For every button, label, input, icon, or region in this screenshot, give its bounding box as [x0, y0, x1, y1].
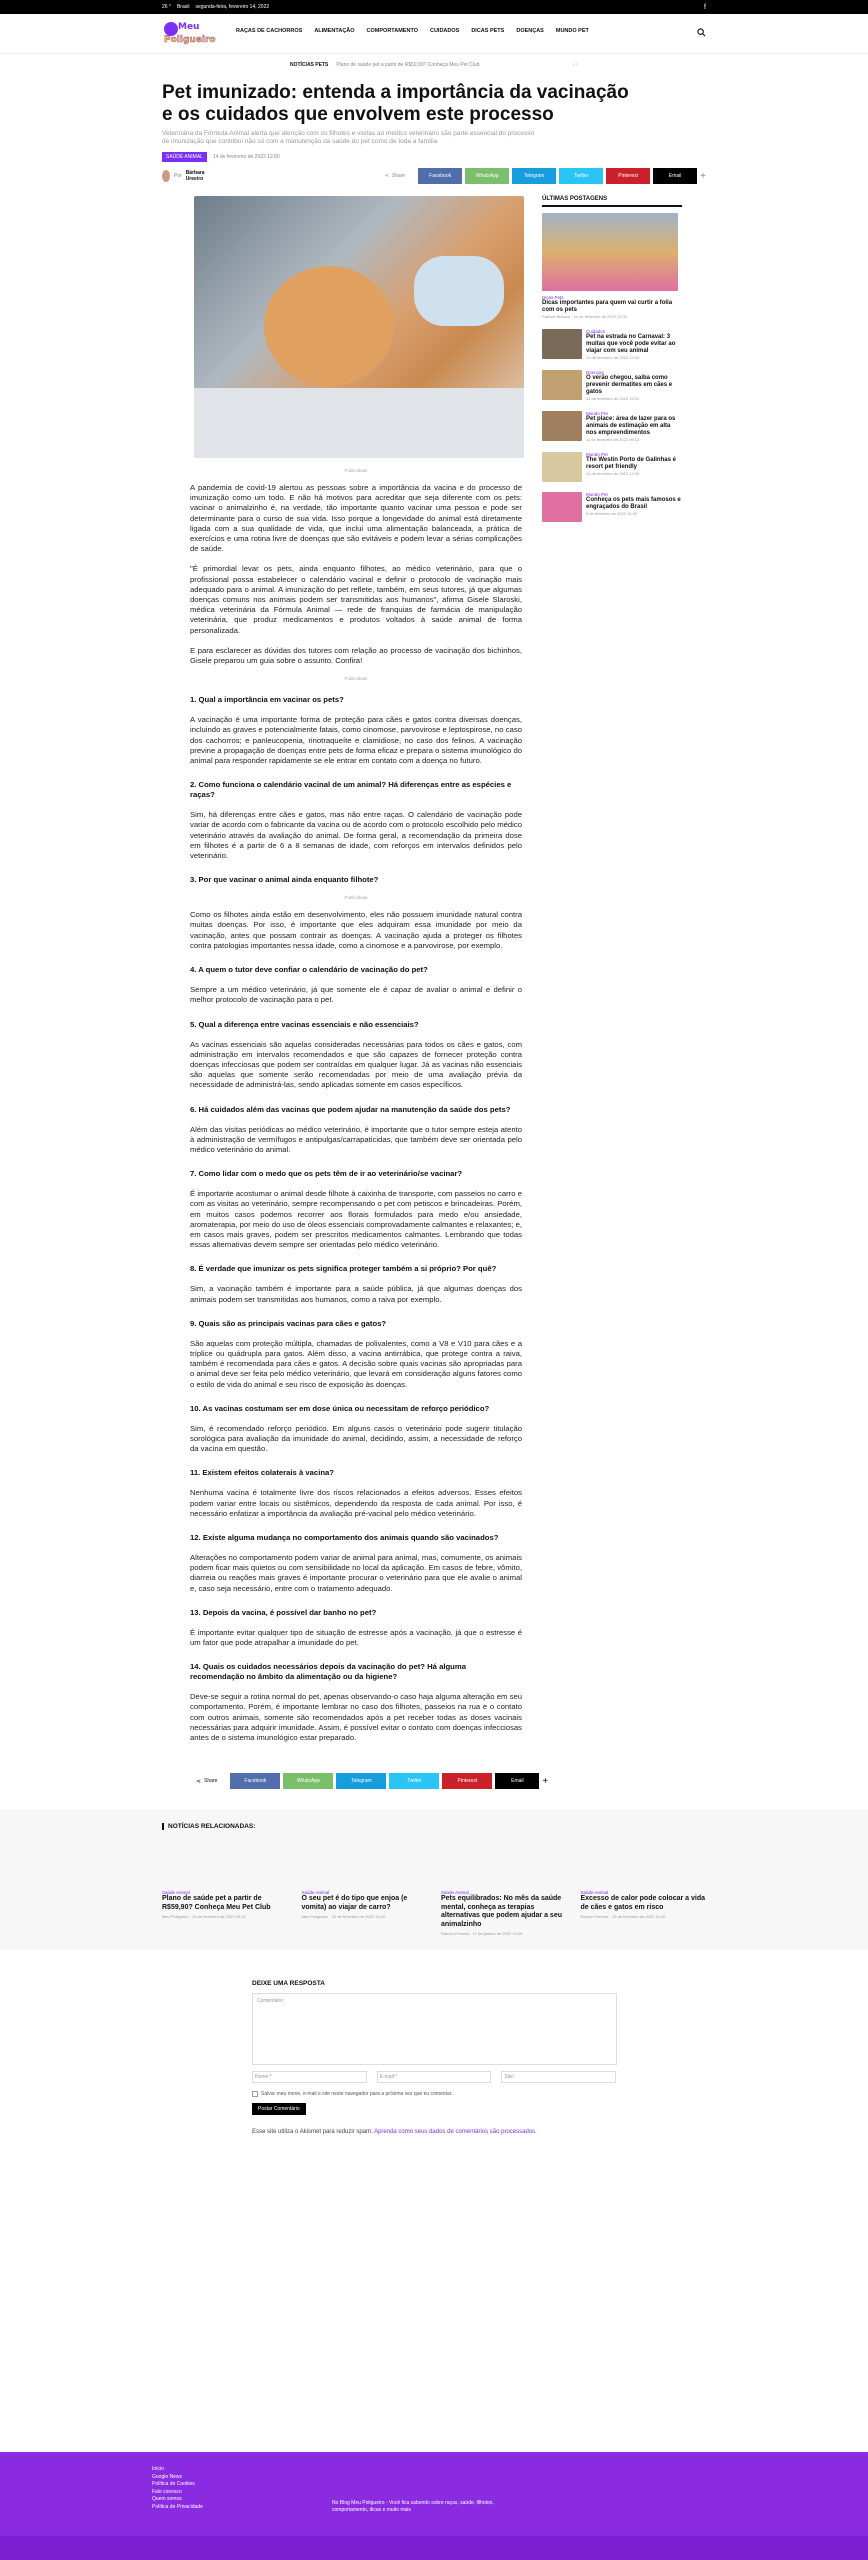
article-title: Pet imunizado: entenda a importância da vacinação e os cuidados que envolvem este processo	[162, 82, 629, 125]
akismet-text: Esse site utiliza o Akismet para reduzir spam.	[252, 2129, 373, 2136]
question-heading: 13. Depois da vacina, é possível dar banho no pet?	[190, 1607, 377, 1617]
whatsapp-share-button[interactable]: WhatsApp	[465, 168, 509, 184]
article-date: 14 de fevereiro de 2022 12:00	[212, 154, 280, 160]
pinterest-share-button[interactable]: Pinterest	[442, 1773, 492, 1789]
ticker-arrows-icon[interactable]: ‹ ›	[572, 62, 578, 68]
question-heading: 9. Quais são as principais vacinas para cães e gatos?	[190, 1318, 387, 1328]
ad-label: Publicidade	[344, 468, 368, 473]
footer-links	[152, 2466, 332, 2522]
ticker-text[interactable]: Plano de saúde pet a partir de R$59,90? Conheça Meu Pet Club	[336, 62, 480, 68]
sidebar-post[interactable]	[542, 492, 682, 522]
akismet-note	[252, 2129, 616, 2135]
akismet-link[interactable]: Aprenda como seus dados de comentários são processados.	[374, 2129, 537, 2136]
answer-paragraph: Alterações no comportamento podem variar de animal para animal, mas, comumente, os animais podem ficar mais quietos ou com sensibilidade no local da aplicação. Em casos de febre, vômito, diarreia ou reações mais graves é importante procurar o veterinário para que ele avalie o animal e, caso seja necessário, entre com o tratamento adequado.	[190, 1552, 522, 1593]
answer-paragraph: Sim, é recomendado reforço periódico. Em alguns casos o veterinário pode sugerir titulação sorológica para avaliação da imunidade do animal, decidindo, assim, a necessidade de reforço da vacina em questão.	[190, 1423, 522, 1454]
question-heading: 2. Como funciona o calendário vacinal de um animal? Há diferenças entre as espécies e raças?	[190, 780, 512, 800]
hero-table	[194, 388, 524, 458]
save-info-checkbox[interactable]	[252, 2091, 258, 2097]
facebook-share-button[interactable]: Facebook	[230, 1773, 280, 1789]
related-meta: Ramon Ferreira · 17 de janeiro de 2022 10:00	[441, 1931, 523, 1937]
post-comment-button[interactable]: Postar Comentário	[252, 2103, 306, 2115]
sidebar-post[interactable]	[542, 411, 682, 442]
sidebar-post-title[interactable]: The Westin Porto de Galinhas é resort pet friendly	[586, 457, 676, 470]
related-cat[interactable]: Saúde Animal	[162, 1890, 190, 1896]
logo-text-bottom: Poligueiro	[164, 34, 216, 45]
whatsapp-share-button[interactable]: WhatsApp	[283, 1773, 333, 1789]
sidebar-post-thumb[interactable]	[542, 492, 582, 522]
more-share-icon[interactable]: +	[700, 170, 706, 182]
top-bar	[0, 0, 868, 14]
sidebar-post-thumb[interactable]	[542, 329, 582, 359]
sidebar-post-text	[586, 370, 682, 401]
comment-heading: DEIXE UMA RESPOSTA	[252, 1980, 325, 1988]
main-area	[0, 196, 868, 1753]
footer-description: No Blog Meu Poligueiro - Você fica sabendo sobre raças, saúde, filhotes, comportamento, dicas e muito mais	[332, 2500, 494, 2513]
sidebar-post-title[interactable]: O verão chegou, saiba como prevenir dermatites em cães e gatos	[586, 375, 673, 395]
sidebar-post[interactable]	[542, 452, 682, 482]
site-logo[interactable]	[162, 19, 222, 49]
save-info-row	[252, 2091, 616, 2097]
sidebar-post-cat[interactable]: Cuidados	[586, 329, 606, 334]
sidebar	[542, 196, 682, 1753]
sidebar-post-thumb[interactable]	[542, 370, 582, 400]
question-heading: 14. Quais os cuidados necessários depois da vacinação do pet? Há alguma recomendação no âmbito da alimentação ou da higiene?	[190, 1662, 466, 1682]
question-heading: 6. Há cuidados além das vacinas que podem ajudar na manutenção da saúde dos pets?	[190, 1104, 511, 1114]
sidebar-post-text	[586, 329, 682, 360]
question-heading: 10. As vacinas costumam ser em dose única ou necessitam de reforço periódico?	[190, 1403, 490, 1413]
answer-paragraph: É importante evitar qualquer tipo de situação de estresse após a vacinação, já que o estresse é um fator que pode atrapalhar a imunidade do pet.	[190, 1627, 522, 1647]
related-card[interactable]	[581, 1890, 707, 1936]
comment-textarea[interactable]: Comentário:	[252, 1993, 617, 2065]
sidebar-post-title[interactable]: Conheça os pets mais famosos e engraçados do Brasil	[586, 497, 681, 510]
telegram-share-button[interactable]: Telegram	[336, 1773, 386, 1789]
nav-item[interactable]: ALIMENTAÇÃO	[314, 28, 355, 34]
search-icon[interactable]	[697, 28, 706, 39]
footer-link[interactable]: Início	[152, 2466, 164, 2472]
weather-temp: 26 °	[162, 4, 171, 10]
hero-image	[194, 196, 524, 458]
main-nav	[236, 28, 706, 39]
related-title[interactable]: Plano de saúde pet a partir de R$59,90? Conheça Meu Pet Club	[162, 1895, 271, 1911]
article-header	[0, 82, 868, 184]
footer-link[interactable]: Fale conosco	[152, 2488, 182, 2495]
article-subtitle: Veterinária da Fórmula Animal alerta que atenção com os filhotes e visitas ao médico veterinário são parte essencial do processo de imunização que contribui não só com a manutenção da saúde do pet como de toda a família	[162, 130, 535, 145]
share-buttons-top	[385, 168, 706, 184]
email-share-button[interactable]: Email	[495, 1773, 539, 1789]
sidebar-post-text	[586, 452, 682, 482]
share-icon: ⋖	[196, 1778, 202, 1785]
question-heading: 7. Como lidar com o medo que os pets têm de ir ao veterinário/se vacinar?	[190, 1169, 463, 1179]
related-grid	[162, 1890, 706, 1936]
author-name[interactable]: Bárbara Ureeiro	[185, 170, 205, 182]
answer-paragraph: Sempre a um médico veterinário, já que somente ele é capaz de avaliar o animal e definir o melhor protocolo de vacinação para o pet.	[190, 985, 522, 1005]
hero-hand	[414, 256, 504, 326]
answer-paragraph: A vacinação é uma importante forma de proteção para cães e gatos contra diversas doenças, incluindo as graves e potencialmente fatais, como cinomose, parvovirose e leptospirose, no caso dos cachorros; e panleucopenia, rinotraqueíte e clamidiose, no caso dos felinos. A vacinação previne a propagação de doenças entre pets de forma eficaz e prepara o sistema imunológico do animal para responder rapidamente se ele entrar em contato com a doença no futuro.	[190, 715, 522, 766]
question-heading: 4. A quem o tutor deve confiar o calendário de vacinação do pet?	[190, 965, 428, 975]
sidebar-heading: ÚLTIMAS POSTAGENS	[542, 196, 682, 207]
share-label: Share	[391, 173, 406, 179]
nav-item[interactable]: RAÇAS DE CACHORROS	[236, 28, 303, 34]
ticker-label: NOTÍCIAS PETS	[290, 62, 329, 68]
email-share-button[interactable]: Email	[653, 168, 697, 184]
ad-label: Publicidade	[344, 895, 368, 901]
question-heading: 12. Existe alguma mudança no comportamento dos animais quando são vacinados?	[190, 1532, 499, 1542]
more-share-icon[interactable]: +	[542, 1775, 549, 1787]
article-body	[162, 196, 532, 1753]
sidebar-post-text	[586, 492, 682, 522]
answer-paragraph: As vacinas essenciais são aquelas consideradas necessárias para todos os cães e gatos, com administração em intervalos recomendados e que são capazes de fornecer proteção contra doenças infecciosas que podem ser contraídas em qualquer lugar. Já as vacinas não essenciais são aquelas que somente serão recomendadas por meio de uma avaliação prévia da necessidade de administrá-las, sendo aplicadas somente em casos específicos.	[190, 1039, 522, 1090]
name-field[interactable]: Nome:*	[252, 2071, 367, 2083]
nav-item[interactable]: MUNDO PET	[555, 28, 589, 34]
sidebar-post-meta: 10 de fevereiro de 2022 12:00	[586, 471, 640, 476]
sidebar-post-cat[interactable]: Mundo Pet	[586, 452, 608, 457]
sidebar-post-meta: 13 de fevereiro de 2022 12:00	[586, 355, 640, 360]
question-heading: 11. Existem efeitos colaterais à vacina?	[190, 1468, 335, 1478]
related-card[interactable]	[441, 1890, 567, 1936]
footer-link[interactable]: Política de Cookies	[152, 2481, 195, 2487]
footer-link[interactable]: Quem somos	[152, 2496, 182, 2502]
related-meta: Ramon Ferreira · 15 de fevereiro de 2022 11:00	[580, 1914, 666, 1920]
sidebar-post-cat[interactable]: Mundo Pet	[586, 411, 608, 416]
related-card[interactable]	[302, 1890, 428, 1936]
related-heading: NOTÍCIAS RELACIONADAS:	[162, 1823, 706, 1830]
related-title[interactable]: Pets equilibrados: No mês da saúde mental, conheça as terapias alternativas que podem ajudar a seu animalzinho	[441, 1895, 562, 1928]
save-info-label: Salvar meu nome, e-mail e site neste navegador para a próxima vez que eu comentar.	[261, 2091, 453, 2098]
twitter-share-button[interactable]: Twitter	[389, 1773, 439, 1789]
footer-link[interactable]: Google News	[152, 2473, 183, 2480]
site-field[interactable]: Site:	[501, 2071, 616, 2083]
facebook-icon[interactable]: f	[704, 3, 706, 11]
answer-paragraph: Nenhuma vacina é totalmente livre dos riscos relacionados a efeitos adversos. Esses efeitos podem variar entre locais ou sistêmicos, dependendo da resposta de cada animal. Por isso, é necessário enfatizar a importância da avaliação pré-vacinal pelo médico veterinário.	[190, 1488, 522, 1518]
answer-paragraph: Deve-se seguir a rotina normal do pet, apenas observando-o caso haja alguma alteração em seu comportamento. Porém, é importante lembrar no caso dos filhotes, passeios na rua e o contato com outros animais, somente são recomendados após a pet receber todas as doses vacinais necessárias para adquirir imunidade. Assim, é possível evitar o contato com doenças infecciosas antes de o sistema imunológico estar preparado.	[190, 1692, 522, 1743]
paw-icon	[164, 22, 178, 36]
related-cat[interactable]: Saúde Animal	[580, 1890, 609, 1896]
answer-paragraph: Sim, há diferenças entre cães e gatos, mas não entre raças. O calendário de vacinação pode variar de acordo com o fabricante da vacina ou de acordo com o protocolo escolhido pelo médico veterinário através da avaliação do animal. De forma geral, a recomendação da primeira dose em filhotes é a partir de 6 a 8 semanas de idade, com reforços em intervalos definidos pelo veterinário.	[190, 810, 522, 861]
sidebar-post-meta: 11 de fevereiro de 2022 09:12	[586, 437, 640, 442]
sidebar-post-meta: 9 de fevereiro de 2022 15:00	[586, 511, 638, 516]
logo-text-top: Meu	[178, 21, 200, 32]
related-card[interactable]	[162, 1890, 288, 1936]
share-label: Share	[204, 1778, 218, 1785]
ad-label: Publicidade	[344, 676, 368, 682]
share-icon: ⋖	[384, 173, 389, 179]
share-buttons-bottom	[196, 1773, 616, 1789]
answer-paragraph: Além das visitas periódicas ao médico veterinário, é importante que o tutor sempre esteja atento à administração de vermífugos e antipulgas/carrapaticidas, que também deve ser orientada pelo médico veterinário do animal.	[190, 1124, 522, 1154]
featured-post-image[interactable]	[542, 213, 678, 291]
related-cat[interactable]: Saúde Animal	[441, 1890, 469, 1896]
question-heading: 5. Qual a diferença entre vacinas essenciais e não essenciais?	[190, 1019, 419, 1029]
related-meta: Meu Poligueiro · 23 de fevereiro de 2022 09:10	[162, 1914, 246, 1920]
paragraph: A pandemia de covid-19 alertou as pessoas sobre a importância da vacina e do processo de imunização como um todo. E não há motivos para acreditar que seja diferente com os pets: vacinar o animalzinho é, na verdade, tão importante quanto vacinar uma pessoa e pode ser determinante para o curso de sua vida. Isso porque a longevidade do animal está diretamente ligada com a sua qualidade de vida, que inclui uma alimentação balanceada, a prática de exercícios e uma rotina livre de doenças que são evitáveis e podem levar a sérias complicações de saúde.	[190, 483, 522, 554]
nav-item[interactable]: CUIDADOS	[429, 28, 460, 34]
sidebar-post[interactable]	[542, 370, 682, 401]
category-line	[162, 152, 706, 162]
facebook-share-button[interactable]: Facebook	[418, 168, 462, 184]
category-badge[interactable]: SAÚDE ANIMAL	[162, 152, 207, 162]
related-title[interactable]: Excesso de calor pode colocar a vida de cães e gatos em risco	[580, 1895, 705, 1911]
related-cat[interactable]: Saúde Animal	[301, 1890, 330, 1896]
sidebar-post[interactable]	[542, 329, 682, 360]
related-title[interactable]: O seu pet é do tipo que enjoa (e vomita) ao viajar de carro?	[301, 1895, 408, 1911]
paragraph: "É primordial levar os pets, ainda enquanto filhotes, ao médico veterinário, para que o profissional possa estabelecer o calendário vacinal e definir o protocolo de vacinação mais adequado para o animal. A imunização do pet reflete, também, em seus tutores, já que algumas doenças comuns nos animais podem ser transmitidas aos humanos", afirma Gisele Slaroski, médica veterinária da Fórmula Animal — rede de franquias de farmácia de manipulação veterinária, que produz medicamentos e produtos voltados à saúde animal de forma personalizada.	[190, 564, 522, 635]
sidebar-post-cat[interactable]: Doenças	[586, 370, 604, 375]
telegram-share-button[interactable]: Telegram	[512, 168, 556, 184]
nav-item[interactable]: DICAS PETS	[471, 28, 505, 34]
weather-city: Brasil	[176, 4, 190, 10]
top-date: segunda-feira, fevereiro 14, 2022	[195, 4, 270, 10]
site-header	[0, 14, 868, 54]
featured-post-meta: Fabíola Bricano · 14 de fevereiro de 2022 12:00	[542, 314, 627, 319]
answer-paragraph: Como os filhotes ainda estão em desenvolvimento, eles não possuem imunidade natural contra muitas doenças. Por isso, é importante que eles adquiram essa imunidade por meio da vacinação, antes que possam contrair as doenças. A vacinação ajuda a proteger os filhotes contra patologias importantes nessa idade, como a cinomose e a parvovirose, por exemplo.	[190, 910, 522, 950]
site-footer	[0, 2452, 868, 2536]
answer-paragraph: Sim, a vacinação também é importante para a saúde pública, já que algumas doenças dos animais podem ser transmitidas aos humanos, como a raiva por exemplo.	[190, 1284, 522, 1304]
pinterest-share-button[interactable]: Pinterest	[606, 168, 650, 184]
footer-bottom-bar	[0, 2536, 868, 2560]
sidebar-post-text	[586, 411, 682, 442]
sidebar-list	[542, 329, 682, 522]
related-news	[0, 1809, 868, 1950]
footer-link[interactable]: Política de Privacidade	[152, 2503, 203, 2510]
answer-paragraph: É importante acostumar o animal desde filhote à caixinha de transporte, com passeios no carro e com as visitas ao veterinário, sempre recompensando o pet com petiscos e brincadeiras. Porém, em muitos casos podemos recorrer aos florais formulados para medo e/ou ansiedade, aromaterapia, por meio do uso de óleos essenciais comprovadamente calmantes e relaxantes; e, em casos mais graves, podem ser prescritos medicamentos calmantes. Lembrando que todas essas alternativas devem sempre ser orientadas pelo médico veterinário.	[190, 1189, 522, 1250]
comment-inputs	[252, 2071, 616, 2083]
featured-post-category[interactable]: Dicas Pets	[542, 295, 564, 300]
featured-post-title[interactable]: Dicas importantes para quem vai curtir a folia com os pets	[542, 300, 673, 313]
hero-dog	[264, 266, 394, 386]
author-share-row	[162, 168, 706, 184]
email-field[interactable]: E-mail:*	[377, 2071, 492, 2083]
sidebar-post-cat[interactable]: Mundo Pet	[586, 492, 608, 497]
nav-item[interactable]: COMPORTAMENTO	[366, 28, 418, 34]
twitter-share-button[interactable]: Twitter	[559, 168, 603, 184]
answer-paragraph: São aquelas com proteção múltipla, chamadas de polivalentes, como a V8 e V10 para cães e a tríplice ou quádrupla para gatos. Além disso, a vacina antirrábica, que protege contra a raiva, também é recomendada para cães e gatos. A decisão sobre quais vacinas são apropriadas para o animal deve ser feita pelo médico veterinário, que levará em consideração alguns fatores como o estilo de vida do animal e seu risco de exposição às doenças.	[190, 1338, 522, 1389]
sidebar-post-title[interactable]: Pet place: área de lazer para os animais de estimação em alta nos empreendimentos	[586, 416, 676, 436]
news-ticker	[0, 54, 868, 76]
author-prefix: Por	[173, 173, 182, 179]
avatar	[162, 170, 170, 182]
question-heading: 1. Qual a importância em vacinar os pets?	[190, 695, 344, 705]
related-meta: Meu Poligueiro · 20 de fevereiro de 2022 12:00	[301, 1914, 386, 1920]
question-heading: 8. É verdade que imunizar os pets significa proteger também a si próprio? Por quê?	[190, 1264, 497, 1274]
sidebar-post-title[interactable]: Pet na estrada no Carnaval: 3 muitas que você pode evitar ao viajar com seu animal	[586, 334, 676, 354]
nav-item[interactable]: DOENÇAS	[516, 28, 544, 34]
sidebar-post-thumb[interactable]	[542, 452, 582, 482]
sidebar-post-meta: 12 de fevereiro de 2022 10:22	[586, 396, 640, 401]
comment-form	[0, 1950, 868, 2135]
sidebar-post-thumb[interactable]	[542, 411, 582, 441]
paragraph: E para esclarecer as dúvidas dos tutores com relação ao processo de vacinação dos bichinhos, Gisele preparou um guia sobre o assunto. Confira!	[190, 645, 522, 666]
question-heading: 3. Por que vacinar o animal ainda enquanto filhote?	[190, 875, 379, 885]
qa-list	[190, 695, 522, 1743]
